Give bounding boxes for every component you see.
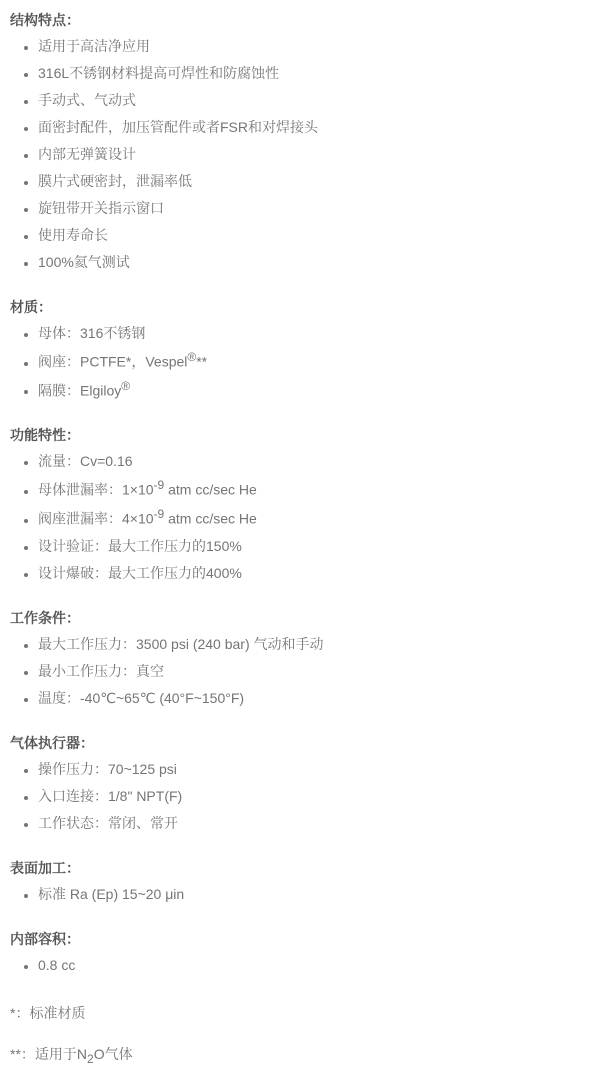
spec-item: • 最小工作压力：真空 — [38, 662, 591, 680]
section-internal-volume — [10, 930, 591, 974]
spec-item: • 入口连接：1/8" NPT(F) — [38, 787, 591, 805]
section-performance — [10, 426, 591, 581]
spec-item: • 面密封配件，加压管配件或者FSR和对焊接头 — [38, 118, 591, 136]
spec-item: • 316L不锈钢材料提高可焊性和防腐蚀性 — [38, 64, 591, 82]
spec-list — [10, 760, 591, 832]
spec-item: • 内部无弹簧设计 — [38, 145, 591, 163]
spec-list — [10, 37, 591, 271]
spec-item: • 最大工作压力：3500 psi (240 bar) 气动和手动 — [38, 635, 591, 653]
spec-item: • 流量：Cv=0.16 — [38, 452, 591, 470]
spec-list — [10, 885, 591, 903]
section-heading: 功能特性： — [10, 427, 80, 444]
section-heading: 工作条件： — [10, 609, 80, 626]
footnote: **：适用于$N_2O$气体 — [10, 1045, 133, 1066]
section-heading: 表面加工： — [10, 859, 80, 876]
footnotes — [10, 1004, 591, 1065]
section-heading: 气体执行器： — [10, 734, 94, 751]
spec-list — [10, 956, 591, 974]
spec-item: • 隔膜：Elgiloy® — [38, 380, 591, 400]
section-pneumatic-actuator — [10, 734, 591, 832]
spec-item: • 阀座泄漏率：$4\times 10^{-9}$ atm cc/sec He — [38, 508, 591, 528]
section-materials — [10, 298, 591, 399]
spec-item: • 标准 Ra (Ep) 15~20 μin — [38, 885, 591, 903]
spec-list — [10, 635, 591, 707]
spec-item: • 设计爆破：最大工作压力的400% — [38, 564, 591, 582]
section-operating-conditions — [10, 609, 591, 707]
spec-item: • 设计验证：最大工作压力的150% — [38, 537, 591, 555]
spec-item: • 手动式、气动式 — [38, 91, 591, 109]
section-heading: 内部容积： — [10, 930, 80, 947]
section-heading: 结构特点： — [10, 12, 80, 28]
section-surface-finish — [10, 859, 591, 903]
spec-item: • 100%氦气测试 — [38, 253, 591, 271]
spec-list — [10, 324, 591, 399]
spec-list — [10, 452, 591, 581]
section-structure-features — [10, 11, 591, 271]
section-heading: 材质： — [10, 299, 52, 315]
spec-item: • 阀座：PCTFE*，Vespel®** — [38, 351, 591, 371]
spec-item: • 温度：-40℃~65℃ (40°F~150°F) — [38, 689, 591, 707]
spec-item: • 0.8 cc — [38, 956, 591, 974]
footnote: *：标准材质 — [10, 1004, 86, 1021]
spec-item: • 旋钮带开关指示窗口 — [38, 199, 591, 217]
spec-item: • 操作压力：70~125 psi — [38, 760, 591, 778]
spec-item: • 母体泄漏率：$1\times 10^{-9}$ atm cc/sec He — [38, 479, 591, 499]
spec-item: • 膜片式硬密封，泄漏率低 — [38, 172, 591, 190]
spec-item: • 适用于高洁净应用 — [38, 37, 591, 55]
spec-item: • 使用寿命长 — [38, 226, 591, 244]
spec-item: • 工作状态：常闭、常开 — [38, 814, 591, 832]
spec-item: • 母体：316不锈钢 — [38, 324, 591, 342]
